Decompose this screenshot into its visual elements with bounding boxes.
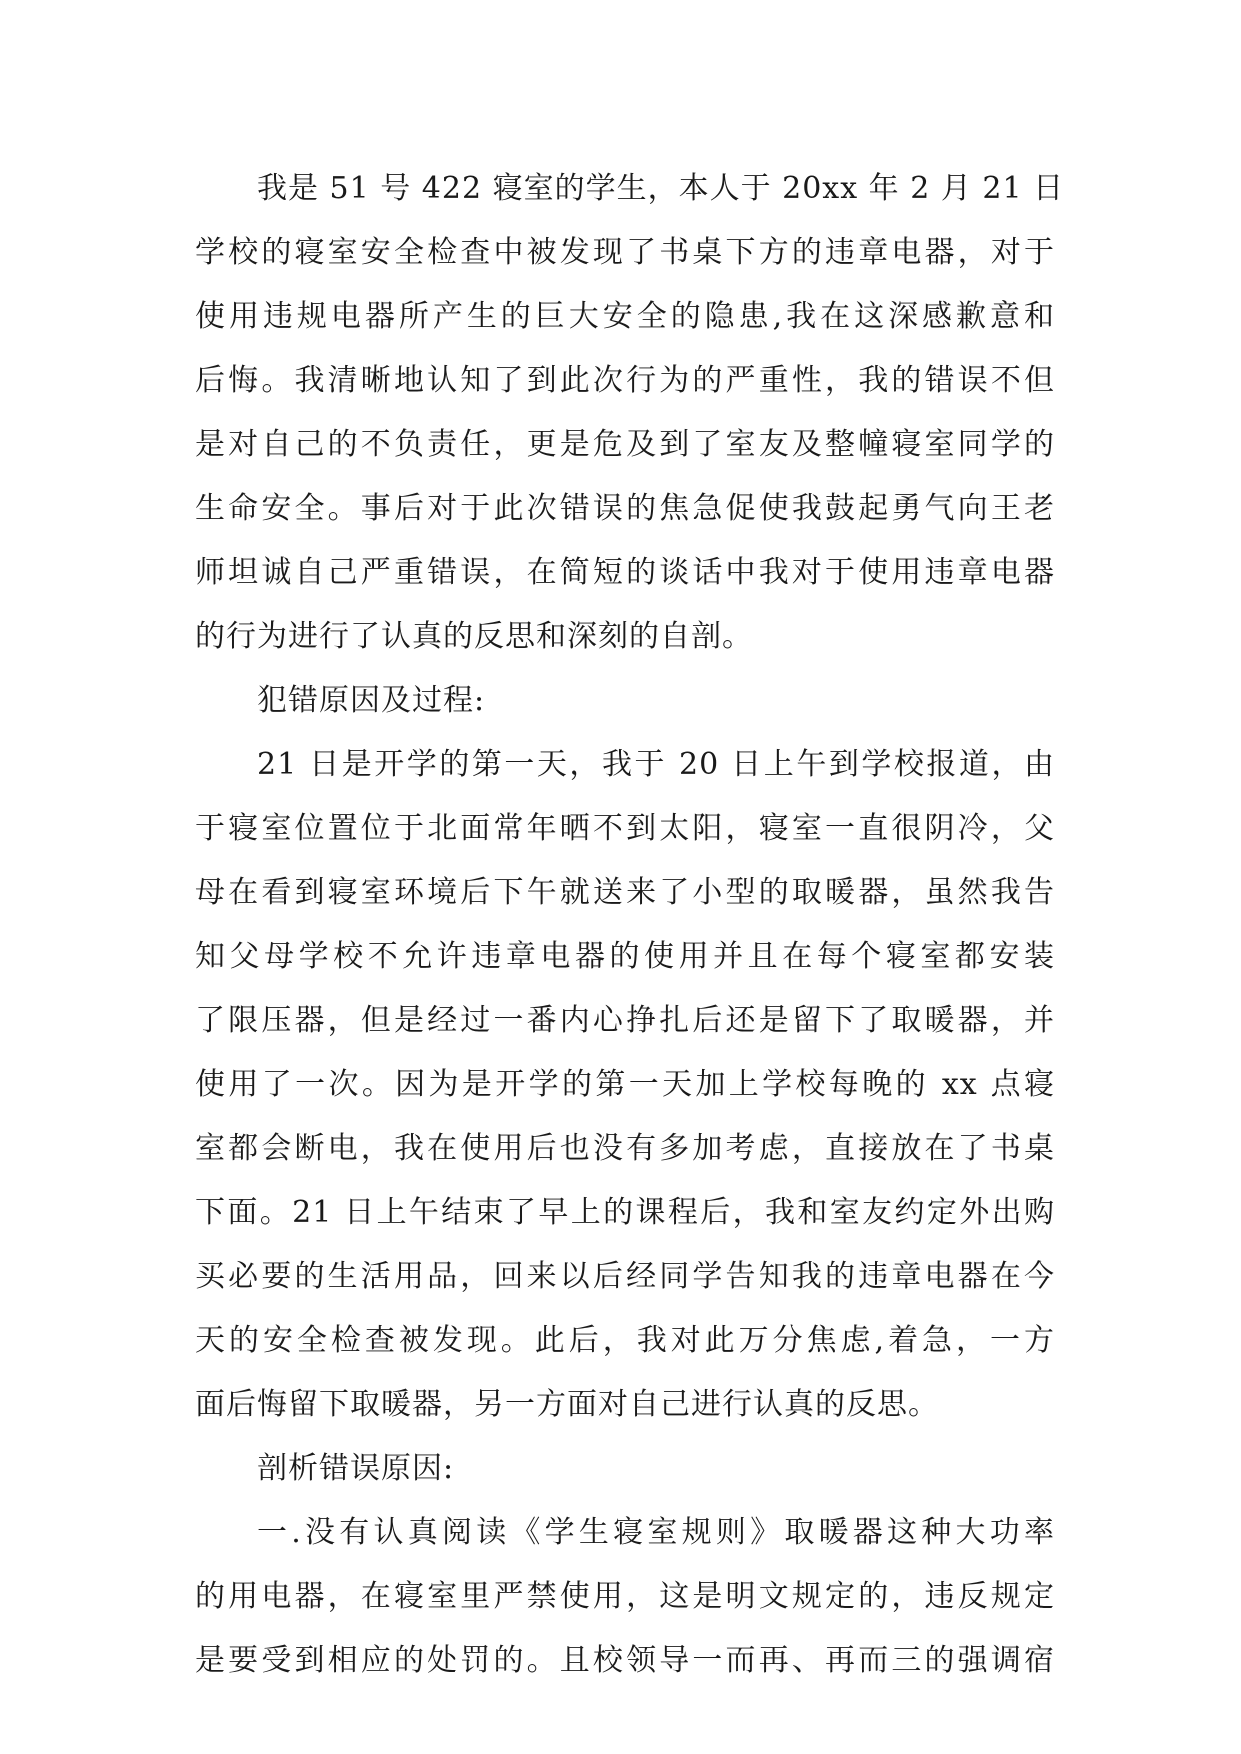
paragraph-line: 母在看到寝室环境后下午就送来了小型的取暖器，虽然我告 [195, 875, 1055, 910]
paragraph-line: 室都会断电，我在使用后也没有多加考虑，直接放在了书桌 [195, 1131, 1055, 1166]
section-heading: 犯错原因及过程: [257, 683, 486, 718]
paragraph-line: 师坦诚自己严重错误，在简短的谈话中我对于使用违章电器 [195, 555, 1055, 590]
paragraph-line: 一.没有认真阅读《学生寝室规则》取暖器这种大功率 [257, 1515, 1055, 1550]
paragraph-line: 于寝室位置位于北面常年晒不到太阳，寝室一直很阴冷，父 [195, 811, 1055, 846]
section-heading: 剖析错误原因: [257, 1451, 455, 1486]
paragraph-line: 面后悔留下取暖器，另一方面对自己进行认真的反思。 [195, 1387, 939, 1422]
paragraph-line: 使用违规电器所产生的巨大安全的隐患,我在这深感歉意和 [195, 299, 1055, 334]
paragraph-line: 是对自己的不负责任，更是危及到了室友及整幢寝室同学的 [195, 427, 1055, 462]
paragraph-line: 的行为进行了认真的反思和深刻的自剖。 [195, 619, 753, 654]
document-body [195, 157, 1065, 1693]
paragraph-line: 学校的寝室安全检查中被发现了书桌下方的违章电器，对于 [195, 235, 1055, 270]
paragraph-line: 后悔。我清晰地认知了到此次行为的严重性，我的错误不但 [195, 363, 1055, 398]
paragraph-line: 了限压器，但是经过一番内心挣扎后还是留下了取暖器，并 [195, 1003, 1055, 1038]
paragraph-line: 是要受到相应的处罚的。且校领导一而再、再而三的强调宿 [195, 1643, 1055, 1678]
paragraph-line: 的用电器，在寝室里严禁使用，这是明文规定的，违反规定 [195, 1579, 1055, 1614]
paragraph-line: 下面。21 日上午结束了早上的课程后，我和室友约定外出购 [195, 1195, 1055, 1230]
paragraph-line: 天的安全检查被发现。此后，我对此万分焦虑,着急，一方 [195, 1323, 1055, 1358]
paragraph-line: 知父母学校不允许违章电器的使用并且在每个寝室都安装 [195, 939, 1055, 974]
paragraph-line: 买必要的生活用品，回来以后经同学告知我的违章电器在今 [195, 1259, 1055, 1294]
paragraph-line: 我是 51 号 422 寝室的学生，本人于 20xx 年 2 月 21 日 [257, 171, 1065, 206]
paragraph-line: 生命安全。事后对于此次错误的焦急促使我鼓起勇气向王老 [195, 491, 1055, 526]
paragraph-line: 使用了一次。因为是开学的第一天加上学校每晚的 xx 点寝 [195, 1067, 1055, 1102]
paragraph-line: 21 日是开学的第一天，我于 20 日上午到学校报道，由 [257, 747, 1055, 782]
